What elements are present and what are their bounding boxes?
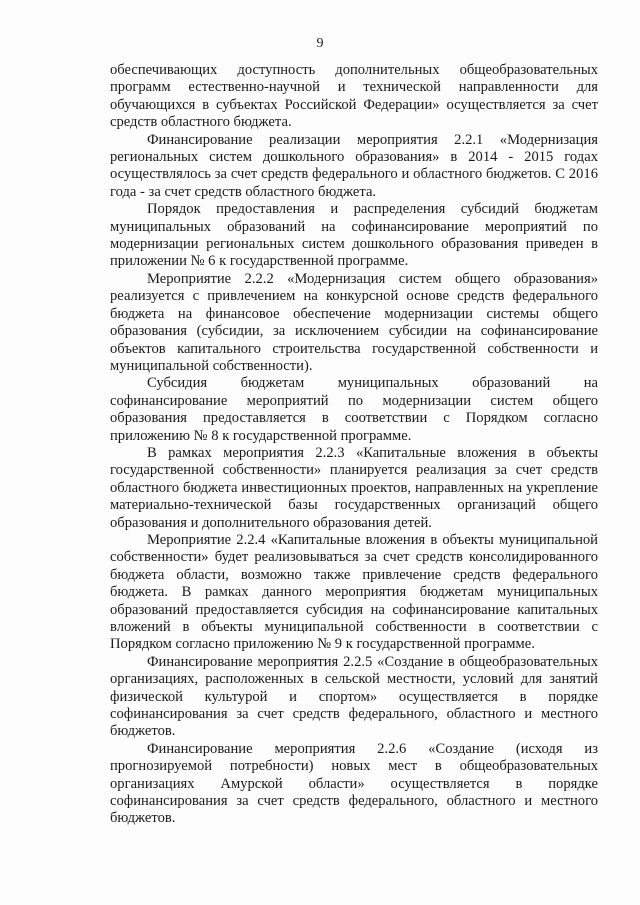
paragraph-2-2-5: Финансирование мероприятия 2.2.5 «Создание в общеобразовательных организациях, расположенных в сельской местности, условий для занятий физической культурой и спортом» осуществляется в порядке софинансирования за счет средств федерального, областного и местного бюджетов. [110,653,598,740]
document-body [110,62,598,828]
paragraph-2-2-1-financing: Финансирование реализации мероприятия 2.2.1 «Модернизация региональных систем дошкольного образования» в 2014 - 2015 годах осуществлялось за счет средств федерального и областного бюджетов. С 2016 года - за счет средств областного бюджета. [110,131,598,200]
page-number: 9 [316,36,324,51]
paragraph-2-2-6: Финансирование мероприятия 2.2.6 «Создание (исходя из прогнозируемой потребности) новых мест в общеобразовательных организациях Амурской области» осуществляется в порядке софинансирования за счет средств федерального, областного и местного бюджетов. [110,740,598,827]
paragraph-2-2-2: Мероприятие 2.2.2 «Модернизация систем общего образования» реализуется с привлечением на конкурсной основе средств федерального бюджета на финансовое обеспечение модернизации системы общего образования (субсидии, за исключением субсидии на софинансирование объектов капитального строительства государственной собственности и муниципальной собственности). [110,270,598,374]
paragraph-subsidy-2-2-2: Субсидия бюджетам муниципальных образований на софинансирование мероприятий по модернизации систем общего образования предоставляется в соответствии с Порядком согласно приложению № 8 к государственной программе. [110,375,598,444]
paragraph-2-2-4: Мероприятие 2.2.4 «Капитальные вложения в объекты муниципальной собственности» будет реализовываться за счет средств консолидированного бюджета области, возможно также привлечение средств федерального бюджета. В рамках данного мероприятия бюджетам муниципальных образований предоставляется субсидия на софинансирование капитальных вложений в объекты муниципальной собственности в соответствии с Порядком согласно приложению № 9 к государственной программе. [110,531,598,653]
paragraph-2-2-3: В рамках мероприятия 2.2.3 «Капитальные вложения в объекты государственной собственности» планируется реализация за счет средств областного бюджета инвестиционных проектов, направленных на укрепление материально-технической базы государственных организаций общего образования и дополнительного образования детей. [110,444,598,531]
paragraph-subsidy-procedure: Порядок предоставления и распределения субсидий бюджетам муниципальных образований на софинансирование мероприятий по модернизации региональных систем дошкольного образования приведен в приложении № 6 к государственной программе. [110,201,598,270]
paragraph-continuation: обеспечивающих доступность дополнительных общеобразовательных программ естественно-научной и технической направленности для обучающихся в субъектах Российской Федерации» осуществляется за счет средств областного бюджета. [110,62,598,131]
